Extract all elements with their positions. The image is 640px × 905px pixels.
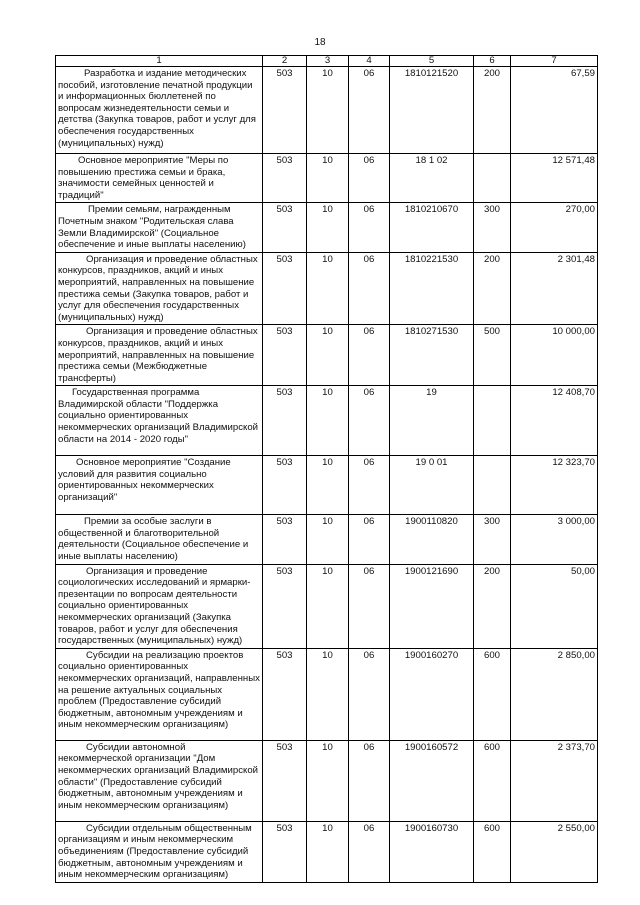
- column-header: 7: [511, 56, 598, 67]
- target-code: 1900110820: [390, 515, 474, 564]
- ministry-code: 503: [263, 67, 307, 154]
- ministry-code: 503: [263, 821, 307, 882]
- table-row: [56, 821, 598, 882]
- expense-type-code: 500: [474, 325, 511, 386]
- section-code: 10: [307, 515, 349, 564]
- subsection-code: 06: [349, 154, 390, 203]
- amount: 50,00: [511, 564, 598, 648]
- table-row: [56, 203, 598, 252]
- target-code: 1900160270: [390, 648, 474, 740]
- row-name: Организация и проведение социологических исследований и ярмарки-презентации по вопросам деятельности социально ориентированных некоммерческих организаций (Закупка товаров, работ и услуг для обеспечения государственных (муниципальных) нужд): [56, 564, 263, 648]
- ministry-code: 503: [263, 740, 307, 821]
- amount: 67,59: [511, 67, 598, 154]
- table-row: [56, 740, 598, 821]
- subsection-code: 06: [349, 456, 390, 515]
- ministry-code: 503: [263, 564, 307, 648]
- subsection-code: 06: [349, 740, 390, 821]
- section-code: 10: [307, 456, 349, 515]
- table-row: [56, 154, 598, 203]
- target-code: 1810210670: [390, 203, 474, 252]
- table-row: [56, 67, 598, 154]
- column-header: 4: [349, 56, 390, 67]
- amount: 12 571,48: [511, 154, 598, 203]
- table-row: [56, 325, 598, 386]
- row-name: Субсидии отдельным общественным организациям и иным некоммерческим объединениям (Предоставление субсидий бюджетным, автономным учреждениям и иным некоммерческим организациям): [56, 821, 263, 882]
- expense-type-code: 300: [474, 203, 511, 252]
- subsection-code: 06: [349, 821, 390, 882]
- target-code: 1900160730: [390, 821, 474, 882]
- row-name: Премии за особые заслуги в общественной и благотворительной деятельности (Социальное обеспечение и иные выплаты населению): [56, 515, 263, 564]
- expense-type-code: 600: [474, 740, 511, 821]
- subsection-code: 06: [349, 648, 390, 740]
- page-number: 18: [314, 37, 326, 48]
- section-code: 10: [307, 67, 349, 154]
- amount: 3 000,00: [511, 515, 598, 564]
- subsection-code: 06: [349, 252, 390, 325]
- ministry-code: 503: [263, 456, 307, 515]
- column-header: 1: [56, 56, 263, 67]
- ministry-code: 503: [263, 325, 307, 386]
- column-header: 3: [307, 56, 349, 67]
- expense-type-code: 200: [474, 252, 511, 325]
- section-code: 10: [307, 203, 349, 252]
- amount: 12 323,70: [511, 456, 598, 515]
- row-name: Организация и проведение областных конкурсов, праздников, акций и иных мероприятий, направленных на повышение престижа семьи (Межбюджетные трансферты): [56, 325, 263, 386]
- amount: 2 550,00: [511, 821, 598, 882]
- expense-type-code: 200: [474, 67, 511, 154]
- subsection-code: 06: [349, 386, 390, 456]
- row-name: Государственная программа Владимирской области "Поддержка социально ориентированных некоммерческих организаций Владимирской области на 2014 - 2020 годы": [56, 386, 263, 456]
- amount: 12 408,70: [511, 386, 598, 456]
- amount: 10 000,00: [511, 325, 598, 386]
- ministry-code: 503: [263, 648, 307, 740]
- target-code: 1810221530: [390, 252, 474, 325]
- column-header: 6: [474, 56, 511, 67]
- target-code: 19 0 01: [390, 456, 474, 515]
- subsection-code: 06: [349, 67, 390, 154]
- expense-type-code: 600: [474, 648, 511, 740]
- section-code: 10: [307, 252, 349, 325]
- expense-type-code: [474, 154, 511, 203]
- target-code: 18 1 02: [390, 154, 474, 203]
- expense-type-code: [474, 386, 511, 456]
- column-header: 2: [263, 56, 307, 67]
- section-code: 10: [307, 386, 349, 456]
- ministry-code: 503: [263, 515, 307, 564]
- section-code: 10: [307, 648, 349, 740]
- row-name: Организация и проведение областных конкурсов, праздников, акций и иных мероприятий, направленных на повышение престижа семьи (Закупка товаров, работ и услуг для обеспечения государственных (муниципальных) нужд): [56, 252, 263, 325]
- subsection-code: 06: [349, 203, 390, 252]
- section-code: 10: [307, 740, 349, 821]
- subsection-code: 06: [349, 515, 390, 564]
- row-name: Субсидии автономной некоммерческой организации "Дом некоммерческих организаций Владимирской области" (Предоставление субсидий бюджетным, автономным учреждениям и иным некоммерческим организациям): [56, 740, 263, 821]
- column-header: 5: [390, 56, 474, 67]
- row-name: Премии семьям, награжденным Почетным знаком "Родительская слава Земли Владимирской" (Социальное обеспечение и иные выплаты населению): [56, 203, 263, 252]
- section-code: 10: [307, 325, 349, 386]
- target-code: 1900121690: [390, 564, 474, 648]
- expense-type-code: 200: [474, 564, 511, 648]
- table-row: [56, 648, 598, 740]
- table-row: [56, 564, 598, 648]
- target-code: 19: [390, 386, 474, 456]
- amount: 270,00: [511, 203, 598, 252]
- subsection-code: 06: [349, 564, 390, 648]
- amount: 2 850,00: [511, 648, 598, 740]
- ministry-code: 503: [263, 252, 307, 325]
- section-code: 10: [307, 154, 349, 203]
- amount: 2 373,70: [511, 740, 598, 821]
- subsection-code: 06: [349, 325, 390, 386]
- expense-type-code: 300: [474, 515, 511, 564]
- table-row: [56, 515, 598, 564]
- target-code: 1810121520: [390, 67, 474, 154]
- table-row: [56, 252, 598, 325]
- target-code: 1810271530: [390, 325, 474, 386]
- budget-table: [55, 55, 598, 883]
- row-name: Субсидии на реализацию проектов социально ориентированных некоммерческих организаций, направленных на решение актуальных социальных проблем (Предоставление субсидий бюджетным, автономным учреждениям и иным некоммерческим организациям): [56, 648, 263, 740]
- row-name: Разработка и издание методических пособий, изготовление печатной продукции и информационных бюллетеней по вопросам жизнедеятельности семьи и детства (Закупка товаров, работ и услуг для обеспечения государственных (муниципальных) нужд): [56, 67, 263, 154]
- ministry-code: 503: [263, 203, 307, 252]
- expense-type-code: [474, 456, 511, 515]
- row-name: Основное мероприятие "Меры по повышению престижа семьи и брака, значимости семейных ценностей и традиций": [56, 154, 263, 203]
- section-code: 10: [307, 564, 349, 648]
- amount: 2 301,48: [511, 252, 598, 325]
- table-row: [56, 386, 598, 456]
- section-code: 10: [307, 821, 349, 882]
- ministry-code: 503: [263, 154, 307, 203]
- ministry-code: 503: [263, 386, 307, 456]
- table-header-row: [56, 56, 598, 67]
- target-code: 1900160572: [390, 740, 474, 821]
- table-row: [56, 456, 598, 515]
- expense-type-code: 600: [474, 821, 511, 882]
- row-name: Основное мероприятие "Создание условий для развития социально ориентированных некоммерческих организаций": [56, 456, 263, 515]
